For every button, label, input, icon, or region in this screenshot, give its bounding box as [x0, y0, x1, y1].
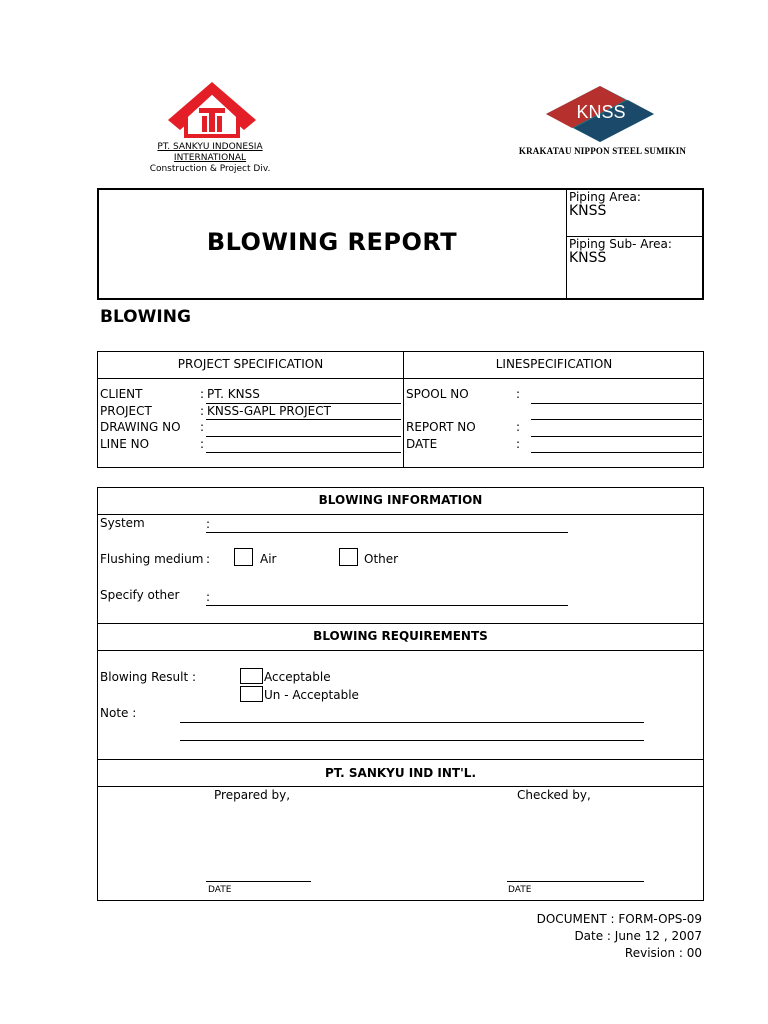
specify-other-label: Specify other [100, 588, 180, 602]
project-spec-header: PROJECT SPECIFICATION [177, 357, 324, 371]
piping-area-value: KNSS [569, 203, 607, 219]
checked-by-label: Checked by, [517, 788, 591, 802]
project-value: KNSS-GAPL PROJECT [207, 404, 331, 418]
report-no-label: REPORT NO [406, 420, 476, 434]
colon: : [516, 387, 521, 401]
colon: : [200, 387, 205, 401]
colon: : [516, 420, 521, 434]
prepared-signature-field[interactable] [206, 840, 310, 880]
specify-other-field[interactable] [207, 590, 567, 604]
project-label: PROJECT [100, 404, 152, 418]
report-title: BLOWING REPORT [206, 228, 458, 256]
section-title: BLOWING [100, 307, 191, 327]
line-no-field[interactable] [207, 437, 402, 451]
report-no-field[interactable] [532, 420, 702, 434]
footer-document: DOCUMENT : FORM-OPS-09 [536, 912, 702, 926]
checked-signature-field[interactable] [507, 840, 643, 880]
client-value: PT. KNSS [207, 387, 260, 401]
spool-no-label: SPOOL NO [406, 387, 469, 401]
sankyu-company-line2: INTERNATIONAL [173, 153, 247, 163]
colon: : [206, 517, 211, 531]
acceptable-label: Acceptable [264, 670, 331, 684]
knss-logo-text: KNSS [576, 102, 626, 122]
main-form [97, 487, 704, 901]
knss-logo [540, 84, 660, 144]
piping-area-label: Piping Area: [569, 190, 641, 204]
drawing-no-label: DRAWING NO [100, 420, 181, 434]
unacceptable-label: Un - Acceptable [264, 688, 359, 702]
blowing-result-label: Blowing Result : [100, 670, 197, 684]
prepared-date-label: DATE [208, 885, 232, 895]
piping-sub-area-label: Piping Sub- Area: [569, 237, 672, 251]
colon: : [200, 437, 205, 451]
footer-revision: Revision : 00 [624, 946, 702, 960]
client-label: CLIENT [100, 387, 143, 401]
prepared-by-label: Prepared by, [214, 788, 291, 802]
blowing-info-header: BLOWING INFORMATION [318, 493, 483, 507]
air-label: Air [260, 552, 277, 566]
sankyu-logo-icon [166, 80, 258, 142]
line-no-label: LINE NO [100, 437, 150, 451]
line-spec-header: LINESPECIFICATION [495, 357, 613, 371]
date-field[interactable] [532, 437, 702, 451]
knss-company-name: KRAKATAU NIPPON STEEL SUMIKIN [518, 146, 687, 156]
colon: : [516, 437, 521, 451]
other-label: Other [364, 552, 399, 566]
colon: : [200, 404, 205, 418]
blowing-req-header: BLOWING REQUIREMENTS [313, 629, 488, 643]
sankyu-company-line3: Construction & Project Div. [149, 164, 271, 174]
spool-no-field[interactable] [532, 387, 702, 401]
drawing-no-field[interactable] [207, 420, 402, 434]
sankyu-logo [166, 80, 258, 142]
other-checkbox[interactable] [339, 548, 358, 566]
colon: : [206, 552, 211, 566]
signoff-header: PT. SANKYU IND INT'L. [325, 766, 476, 780]
checked-date-label: DATE [508, 885, 532, 895]
note-label: Note : [100, 706, 137, 720]
acceptable-checkbox[interactable] [240, 668, 263, 684]
colon: : [200, 420, 205, 434]
unacceptable-checkbox[interactable] [240, 686, 263, 702]
date-label: DATE [406, 437, 438, 451]
note-field[interactable] [181, 708, 643, 742]
piping-sub-area-value: KNSS [569, 250, 607, 266]
sankyu-company-line1: PT. SANKYU INDONESIA [157, 142, 263, 152]
footer-date: Date : June 12 , 2007 [574, 929, 702, 943]
flushing-medium-label: Flushing medium [100, 552, 204, 566]
system-label: System [100, 516, 145, 530]
colon: : [206, 590, 211, 604]
system-field[interactable] [207, 517, 567, 531]
air-checkbox[interactable] [234, 548, 253, 566]
